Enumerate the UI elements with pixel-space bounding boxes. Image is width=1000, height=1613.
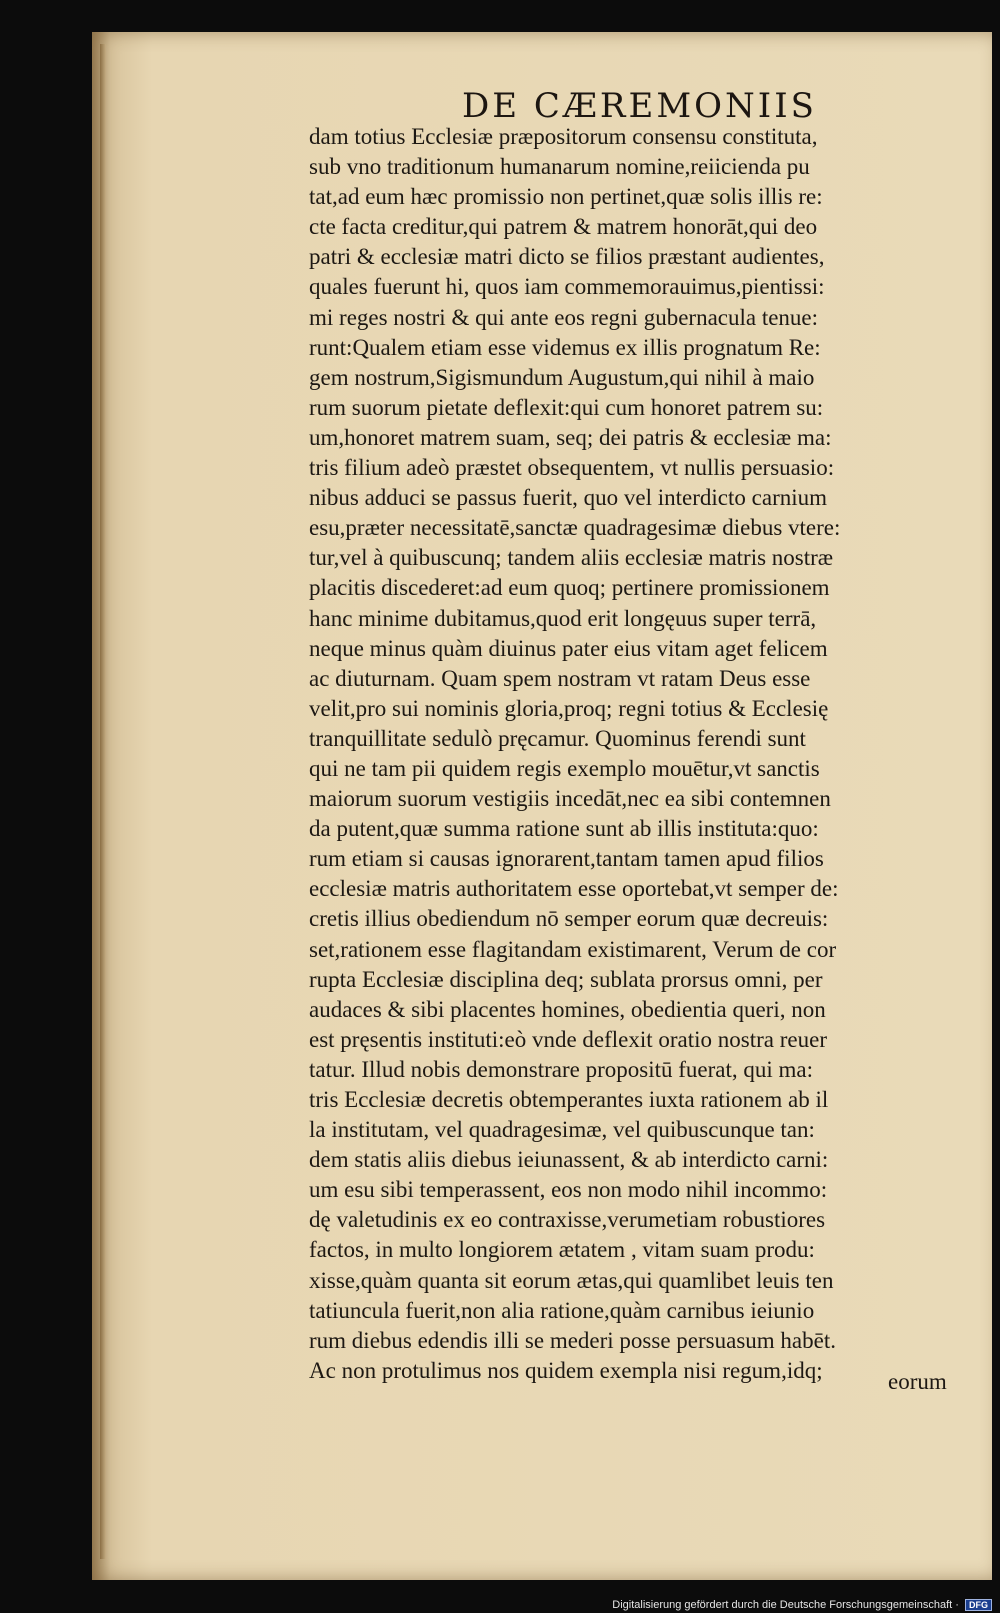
text-line: tatur. Illud nobis demonstrare propositū fuerat, qui ma: [309,1056,813,1082]
text-line: dę valetudinis ex eo contraxisse,verumetiam robustiores [309,1207,826,1233]
text-line: Ac non protulimus nos quidem exempla nisi regum,idq; [309,1357,823,1383]
text-line: runt:Qualem etiam esse videmus ex illis prognatum Re: [309,334,821,360]
text-line: la institutam, vel quadragesimæ, vel quibuscunque tan: [309,1117,815,1143]
text-line: rum etiam si causas ignorarent,tantam tamen apud filios [309,846,824,872]
text-line: cretis illius obediendum nō semper eorum quæ decreuis: [309,906,829,932]
text-line: set,rationem esse flagitandam existimarent, Verum de cor [309,936,837,962]
text-line: est pręsentis instituti:eò vnde deflexit oratio nostra reuer [309,1026,827,1052]
text-line: quales fuerunt hi, quos iam commemorauimus,pientissi: [309,274,825,300]
text-line: esu,præter necessitatē,sanctæ quadragesimæ diebus vtere: [309,515,841,541]
text-line: tris filium adeò præstet obsequentem, vt nullis persuasio: [309,455,835,481]
text-line: dem statis aliis diebus ieiunassent, & ab interdicto carni: [309,1147,829,1173]
text-line: nibus adduci se passus fuerit, quo vel interdicto carnium [309,485,828,511]
text-line: neque minus quàm diuinus pater eius vitam aget felicem [309,635,828,661]
text-line: cte facta creditur,qui patrem & matrem honorāt,qui deo [309,214,818,240]
text-line: hanc minime dubitamus,quod erit longęuus super terrā, [309,605,817,631]
text-line: mi reges nostri & qui ante eos regni gubernacula tenue: [309,304,819,330]
text-line: tatiuncula fuerit,non alia ratione,quàm carnibus ieiunio [309,1297,815,1323]
text-line: ecclesiæ matris authoritatem esse oportebat,vt semper de: [309,876,839,902]
text-line: da putent,quæ summa ratione sunt ab illis instituta:quo: [309,816,819,842]
digitization-credit: Digitalisierung gefördert durch die Deutsche Forschungsgemeinschaft · DFG [612,1599,992,1611]
text-line: um,honoret matrem suam, seq; dei patris & ecclesiæ ma: [309,424,832,450]
text-line: dam totius Ecclesiæ præpositorum consensu constituta, [309,124,818,149]
text-line: xisse,quàm quanta sit eorum ætas,qui quamlibet leuis ten [309,1267,834,1293]
running-head: DE CÆREMONIIS [462,86,817,126]
text-line: patri & ecclesiæ matri dicto se filios præstant audientes, [309,244,825,270]
text-line: placitis discederet:ad eum quoq; pertinere promissionem [309,575,830,601]
text-line: factos, in multo longiorem ætatem , vitam suam produ: [309,1237,815,1263]
text-line: tranquillitate sedulò pręcamur. Quominus ferendi sunt [309,725,806,751]
credit-text: Digitalisierung gefördert durch die Deutsche Forschungsgemeinschaft [612,1599,953,1611]
text-line: gem nostrum,Sigismundum Augustum,qui nihil à maio [309,364,815,390]
text-line: rum diebus edendis illi se mederi posse persuasum habēt. [309,1327,836,1353]
text-line: ac diuturnam. Quam spem nostram vt ratam Deus esse [309,665,811,691]
body-text [309,122,973,1386]
text-line: sub vno traditionum humanarum nomine,reiicienda pu [309,154,810,180]
text-line: tris Ecclesiæ decretis obtemperantes iuxta rationem ab il [309,1087,829,1112]
catchword: eorum [888,1369,947,1394]
text-line: rupta Ecclesiæ disciplina deq; sublata prorsus omni, per [309,966,823,992]
dfg-logo-icon: DFG [965,1599,992,1611]
text-line: audaces & sibi placentes homines, obedientia queri, non [309,996,826,1022]
page-edge [100,44,106,1559]
text-line: qui ne tam pii quidem regis exemplo mouētur,vt sanctis [309,755,820,781]
text-line: um esu sibi temperassent, eos non modo nihil incommo: [309,1177,828,1203]
text-line: rum suorum pietate deflexit:qui cum honoret patrem su: [309,394,824,420]
text-line: velit,pro sui nominis gloria,proq; regni totius & Ecclesię [309,695,829,721]
text-line: tat,ad eum hæc promissio non pertinet,quæ solis illis re: [309,184,823,210]
text-line: maiorum suorum vestigiis incedāt,nec ea sibi contemnen [309,786,831,812]
text-line: tur,vel à quibuscunq; tandem aliis ecclesiæ matris nostræ [309,545,834,571]
